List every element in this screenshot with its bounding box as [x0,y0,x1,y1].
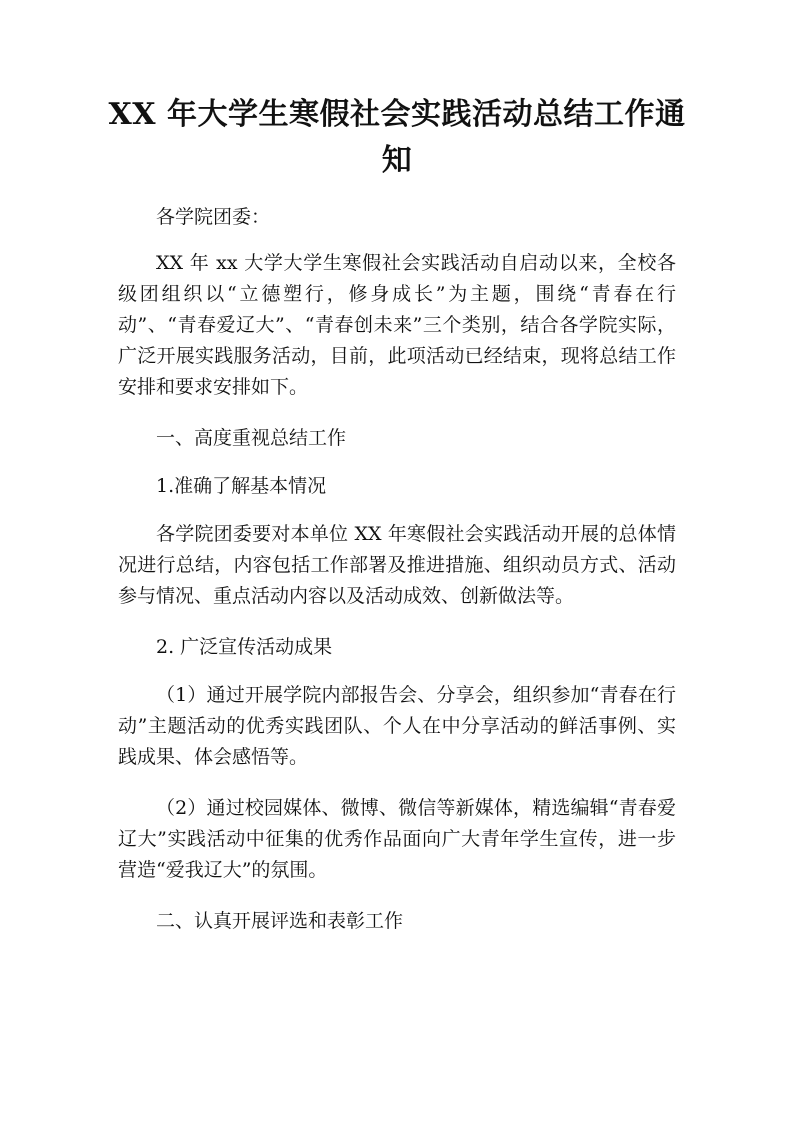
item-paragraph-1: （1）通过开展学院内部报告会、分享会，组织参加“青春在行动”主题活动的优秀实践团队、个人在中分享活动的鲜活事例、实践成果、体会感悟等。 [118,684,676,768]
item-paragraph-2: （2）通过校园媒体、微博、微信等新媒体，精选编辑“青春爱辽大”实践活动中征集的优秀作品面向广大青年学生宣传，进一步营造“爱我辽大”的氛围。 [118,797,676,881]
document-body [118,202,676,937]
salutation: 各学院团委： [156,206,271,228]
section-heading-1: 一、高度重视总结工作 [156,427,347,449]
intro-paragraph: XX 年 xx 大学大学生寒假社会实践活动自启动以来，全校各级团组织以“立德塑行，修身成长”为主题，围绕“青春在行动”、“青春爱辽大”、“青春创未来”三个类别，结合各学院实际，广泛开展实践服务活动，目前，此项活动已经结束，现将总结工作安排和要求安排如下。 [118,252,676,398]
subsection-heading-2: 2. 广泛宣传活动成果 [156,636,333,658]
section-heading-2: 二、认真开展评选和表彰工作 [156,910,404,932]
document-title: XX 年大学生寒假社会实践活动总结工作通知 [108,97,686,178]
subsection-heading-1: 1.准确了解基本情况 [156,475,327,497]
subsection-1-paragraph: 各学院团委要对本单位 XX 年寒假社会实践活动开展的总体情况进行总结，内容包括工作部署及推进措施、组织动员方式、活动参与情况、重点活动内容以及活动成效、创新做法等。 [118,523,676,607]
